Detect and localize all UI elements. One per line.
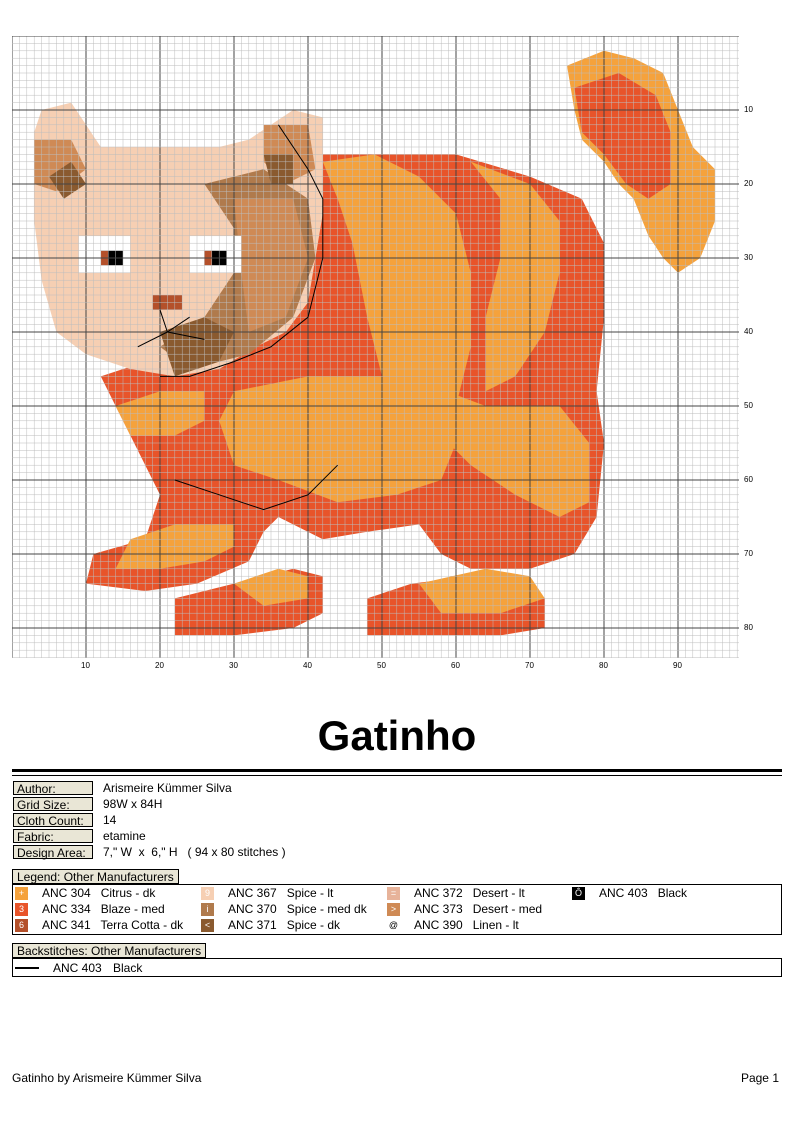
author-label: Author: <box>13 781 93 795</box>
x-tick-label: 70 <box>525 661 534 670</box>
pattern-title: Gatinho <box>317 712 477 759</box>
legend-label: ANC 390 Linen - lt <box>414 918 519 932</box>
legend-box <box>12 884 782 935</box>
legend-swatch: = <box>387 887 400 900</box>
author-value: Arismeire Kümmer Silva <box>103 781 232 795</box>
legend-label: ANC 367 Spice - lt <box>228 886 334 900</box>
backstitch-line-sample <box>15 967 39 969</box>
legend-label: ANC 334 Blaze - med <box>42 902 165 916</box>
x-tick-label: 40 <box>303 661 312 670</box>
backstitch-box <box>12 958 782 977</box>
y-tick-label: 20 <box>744 179 753 188</box>
y-tick-label: 80 <box>744 623 753 632</box>
legend-swatch: @ <box>388 920 399 930</box>
legend-swatch: i <box>201 903 214 916</box>
design-area-label: Design Area: <box>13 845 93 859</box>
x-tick-label: 30 <box>229 661 238 670</box>
y-tick-label: 70 <box>744 549 753 558</box>
legend-swatch: < <box>201 919 214 932</box>
pattern-chart <box>12 36 739 658</box>
legend-swatch: + <box>15 887 28 900</box>
grid-size-label: Grid Size: <box>13 797 93 811</box>
legend-header: Legend: Other Manufacturers <box>12 869 179 884</box>
design-area-value: 7," W x 6," H ( 94 x 80 stitches ) <box>103 845 286 859</box>
backstitch-name: Black <box>113 961 143 975</box>
x-tick-label: 10 <box>81 661 90 670</box>
legend-swatch: > <box>387 903 400 916</box>
y-tick-label: 50 <box>744 401 753 410</box>
pattern-grid <box>12 36 739 658</box>
legend-swatch: 6 <box>15 919 28 932</box>
y-tick-label: 40 <box>744 327 753 336</box>
title-rule <box>12 769 782 772</box>
legend-label: ANC 371 Spice - dk <box>228 918 341 932</box>
legend-label: ANC 373 Desert - med <box>414 902 543 916</box>
backstitch-code: ANC 403 <box>53 961 102 975</box>
legend-label: ANC 372 Desert - lt <box>414 886 525 900</box>
title-rule-thin <box>12 775 782 776</box>
cloth-count-value: 14 <box>103 813 117 827</box>
x-tick-label: 50 <box>377 661 386 670</box>
fabric-label: Fabric: <box>13 829 93 843</box>
y-tick-label: 30 <box>744 253 753 262</box>
footer-page-number: Page 1 <box>740 1071 779 1085</box>
legend-label: ANC 304 Citrus - dk <box>42 886 156 900</box>
x-tick-label: 90 <box>673 661 682 670</box>
footer-credit: Gatinho by Arismeire Kümmer Silva <box>12 1071 202 1085</box>
legend-label: ANC 341 Terra Cotta - dk <box>42 918 184 932</box>
x-tick-label: 80 <box>599 661 608 670</box>
cloth-count-label: Cloth Count: <box>13 813 93 827</box>
y-tick-label: 10 <box>744 105 753 114</box>
y-tick-label: 60 <box>744 475 753 484</box>
legend-label: ANC 403 Black <box>599 886 688 900</box>
legend-swatch: 9 <box>201 887 214 900</box>
x-tick-label: 60 <box>451 661 460 670</box>
fabric-value: etamine <box>103 829 146 843</box>
backstitch-header: Backstitches: Other Manufacturers <box>12 943 206 958</box>
legend-swatch: 3 <box>15 903 28 916</box>
legend-swatch: Ô <box>572 887 585 900</box>
grid-size-value: 98W x 84H <box>103 797 163 811</box>
x-tick-label: 20 <box>155 661 164 670</box>
legend-label: ANC 370 Spice - med dk <box>228 902 367 916</box>
